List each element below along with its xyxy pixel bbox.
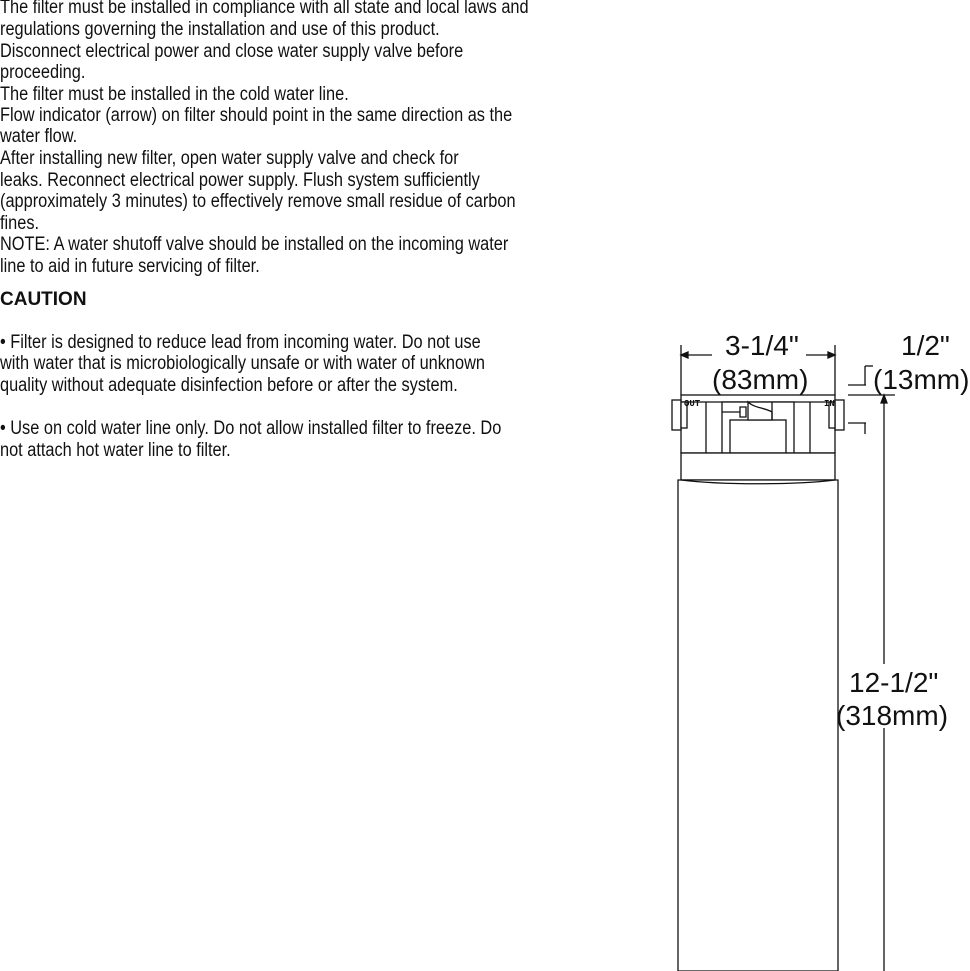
width-dimension-imperial: 3-1/4" <box>725 330 799 361</box>
instruction-line: fines. <box>0 213 40 234</box>
caution-line: with water that is microbiologically unsafe or with water of unknown <box>0 353 485 374</box>
instruction-line: water flow. <box>0 126 78 147</box>
height-dimension-imperial: 12-1/2" <box>849 667 939 698</box>
width-dimension-metric: (83mm) <box>712 364 809 395</box>
caution-line: quality without adequate disinfection before or after the system. <box>0 375 458 396</box>
instruction-line: The filter must be installed in compliance with all state and local laws and <box>0 0 529 18</box>
instruction-line: After installing new filter, open water supply valve and check for <box>0 148 459 169</box>
instruction-line: proceeding. <box>0 62 86 83</box>
caution-line: • Use on cold water line only. Do not allow installed filter to freeze. Do <box>0 418 502 439</box>
filter-cartridge <box>678 480 838 971</box>
inlet-port-label: IN <box>824 399 835 409</box>
instruction-line: Disconnect electrical power and close water supply valve before <box>0 41 464 62</box>
instruction-line: NOTE: A water shutoff valve should be installed on the incoming water <box>0 234 509 255</box>
port-dimension-metric: (13mm) <box>873 364 970 395</box>
height-dimension-metric: (318mm) <box>836 700 949 731</box>
instruction-line: regulations governing the installation and use of this product. <box>0 19 440 40</box>
instruction-line: line to aid in future servicing of filter. <box>0 256 260 277</box>
caution-heading: CAUTION <box>0 289 87 310</box>
instruction-line: Flow indicator (arrow) on filter should point in the same direction as the <box>0 105 513 126</box>
caution-line: not attach hot water line to filter. <box>0 440 231 461</box>
instruction-line: leaks. Reconnect electrical power supply. Flush system sufficiently <box>0 170 480 191</box>
instruction-line: (approximately 3 minutes) to effectively remove small residue of carbon <box>0 191 516 212</box>
port-dimension-imperial: 1/2" <box>901 330 950 361</box>
caution-line: • Filter is designed to reduce lead from incoming water. Do not use <box>0 332 481 353</box>
outlet-port-label: OUT <box>684 399 701 409</box>
instruction-line: The filter must be installed in the cold water line. <box>0 84 349 105</box>
